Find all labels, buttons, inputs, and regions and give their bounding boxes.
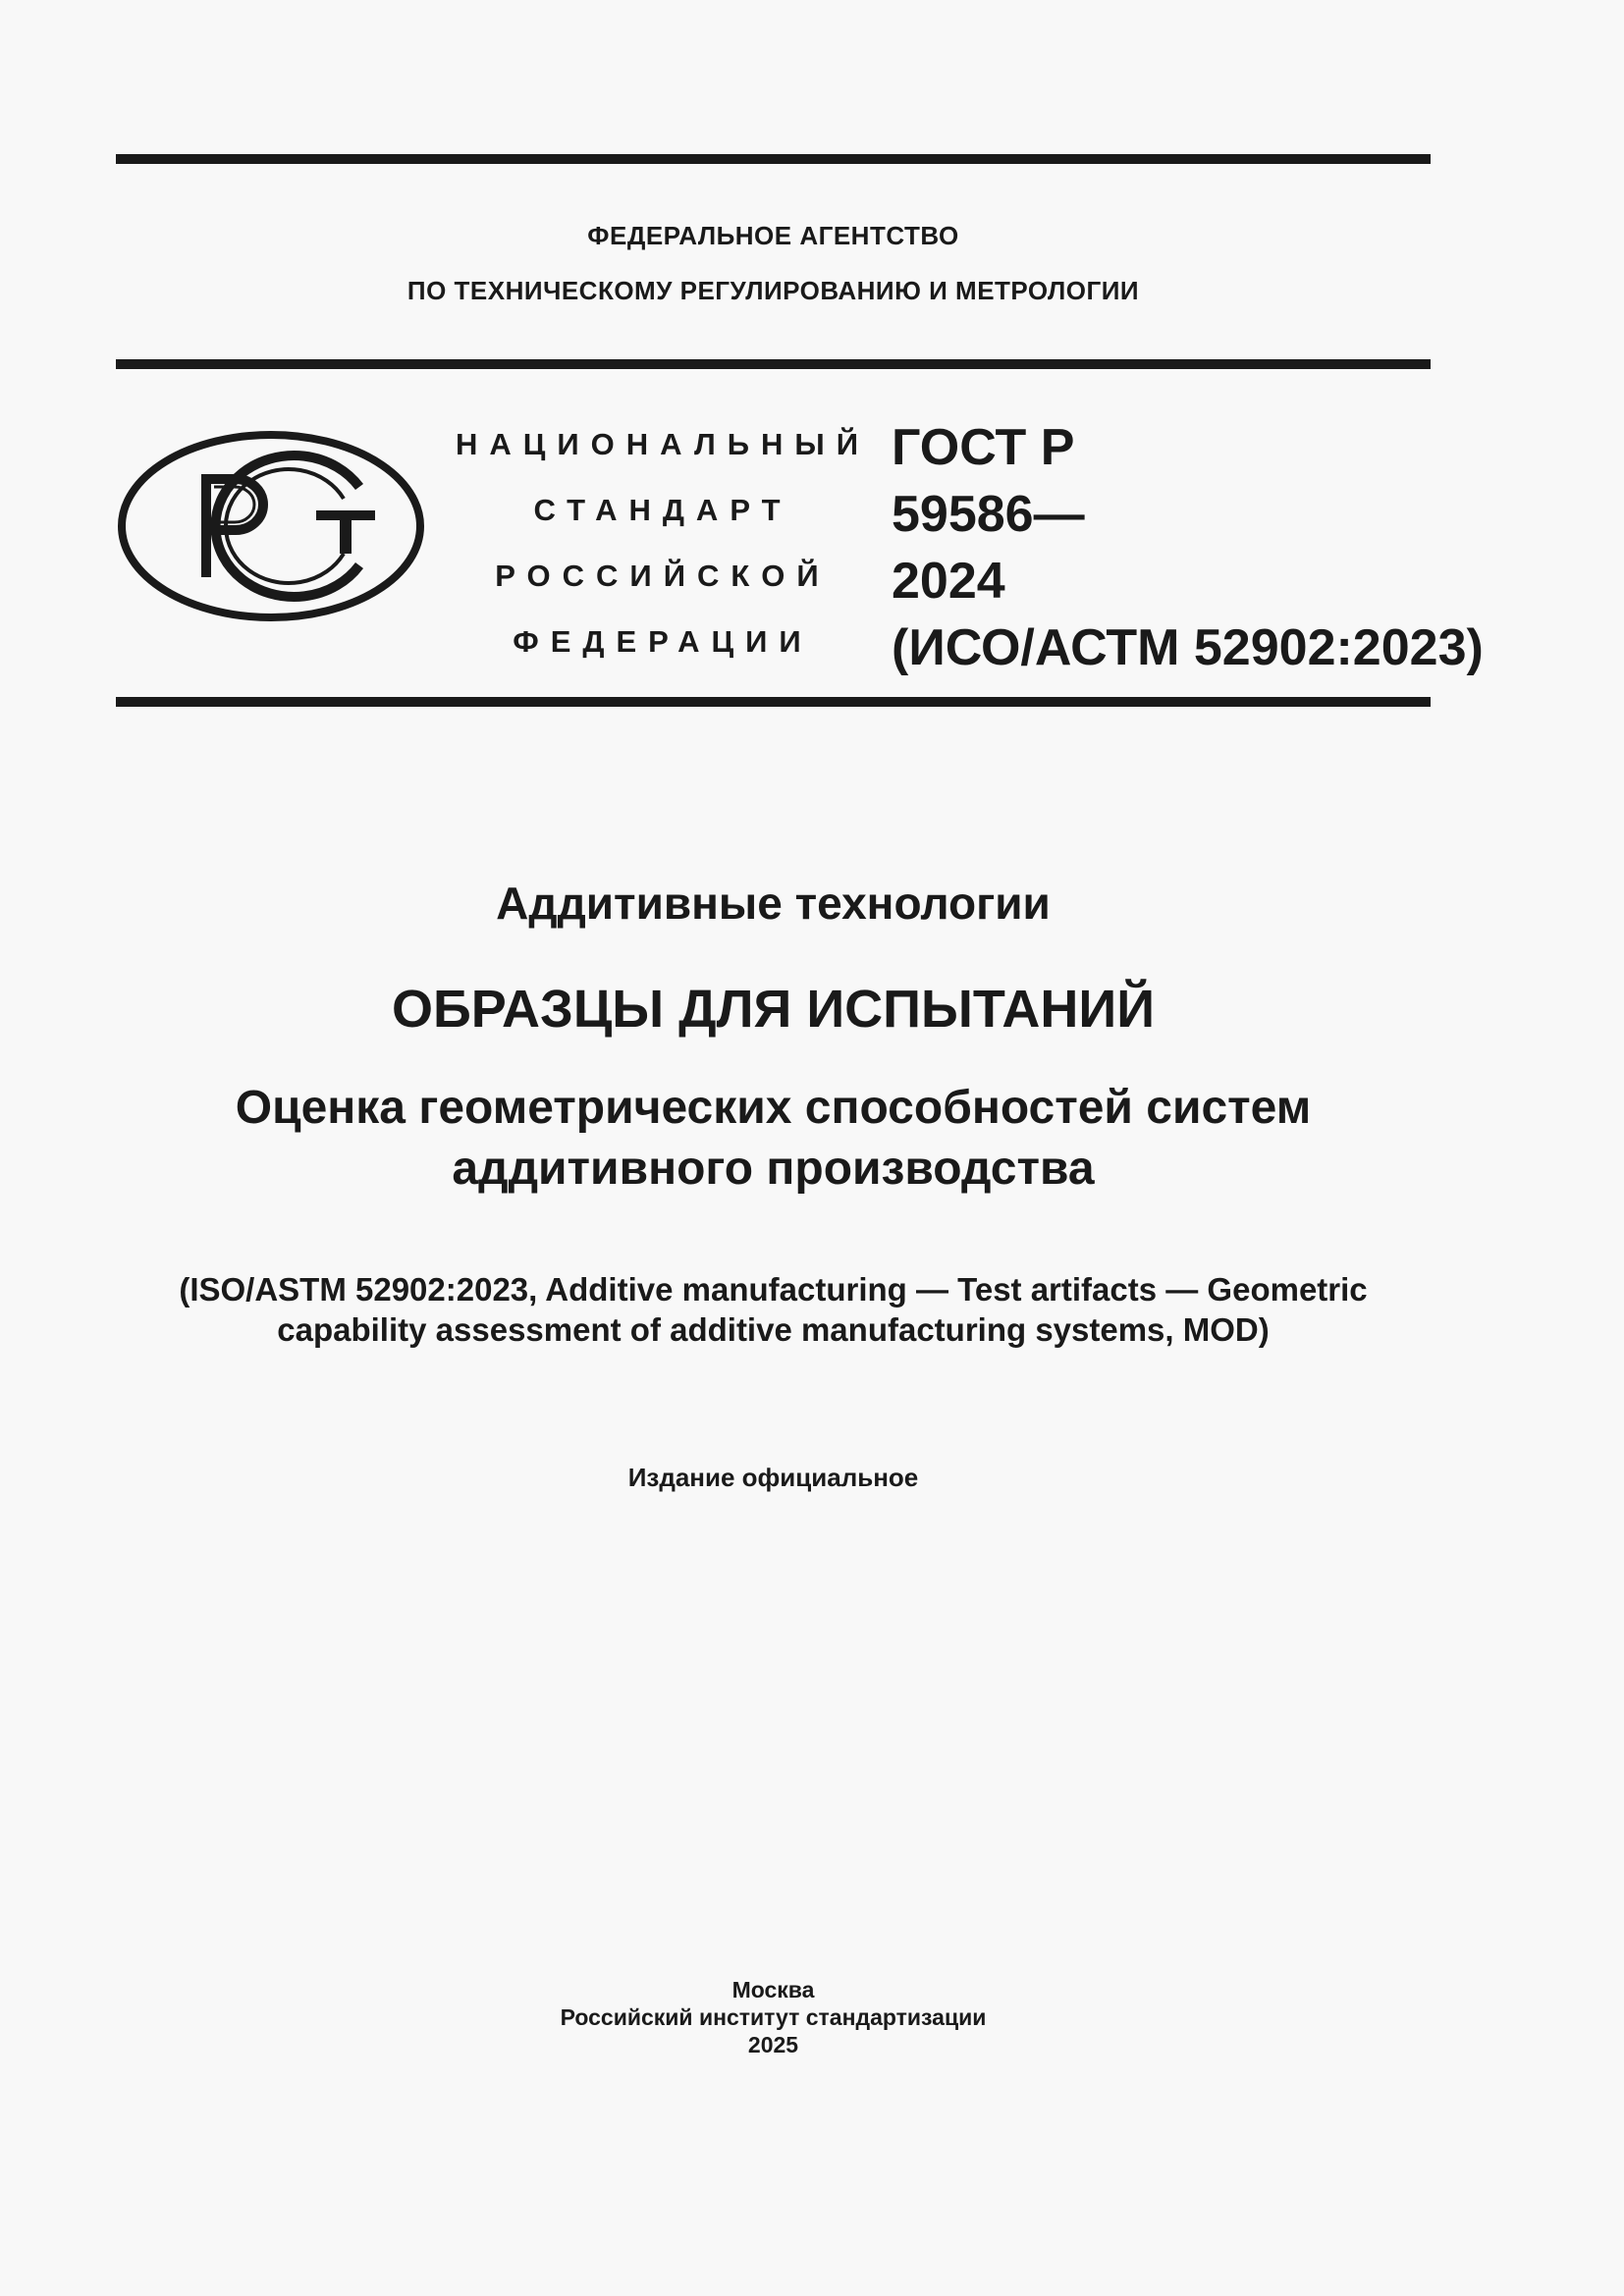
original-standard-reference (116, 1269, 1431, 1350)
document-subtitle: Аддитивные технологии (496, 878, 1051, 929)
description-line-1: Оценка геометрических способностей систем (235, 1082, 1312, 1134)
designation-line-3: 2024 (892, 553, 1005, 610)
document-description (116, 1078, 1431, 1200)
designation-line-1: ГОСТ Р (892, 419, 1075, 476)
national-standard-line-3: РОССИЙСКОЙ (495, 559, 831, 593)
imprint-publisher: Российский институт стандартизации (560, 2004, 987, 2030)
original-line-2: capability assessment of additive manufacturing systems, MOD) (277, 1311, 1270, 1348)
document-main-title: ОБРАЗЦЫ ДЛЯ ИСПЫТАНИЙ (391, 980, 1156, 1039)
top-rule (116, 154, 1431, 164)
standard-designation (892, 414, 1484, 681)
edition-label: Издание официальное (627, 1463, 919, 1492)
national-standard-line-2: СТАНДАРТ (533, 493, 792, 527)
original-line-1: (ISO/ASTM 52902:2023, Additive manufacturing — Test artifacts — Geometric (179, 1271, 1368, 1308)
imprint-year: 2025 (747, 2032, 799, 2057)
national-standard-line-4: ФЕДЕРАЦИИ (513, 624, 813, 659)
agency-rule (116, 359, 1431, 369)
designation-line-4: (ИСО/АСТМ 52902:2023) (892, 619, 1484, 676)
national-standard-label (447, 417, 879, 680)
designation-rule (116, 697, 1431, 707)
designation-line-2: 59586— (892, 486, 1085, 543)
rst-certification-mark-icon (116, 428, 426, 624)
agency-line-2: ПО ТЕХНИЧЕСКОМУ РЕГУЛИРОВАНИЮ И МЕТРОЛОГИИ (406, 276, 1140, 305)
imprint-city: Москва (731, 1977, 815, 2002)
national-standard-line-1: НАЦИОНАЛЬНЫЙ (455, 427, 871, 461)
description-line-2: аддитивного производства (452, 1143, 1095, 1195)
agency-line-1: ФЕДЕРАЛЬНОЕ АГЕНТСТВО (587, 221, 959, 250)
imprint (116, 1976, 1431, 2058)
